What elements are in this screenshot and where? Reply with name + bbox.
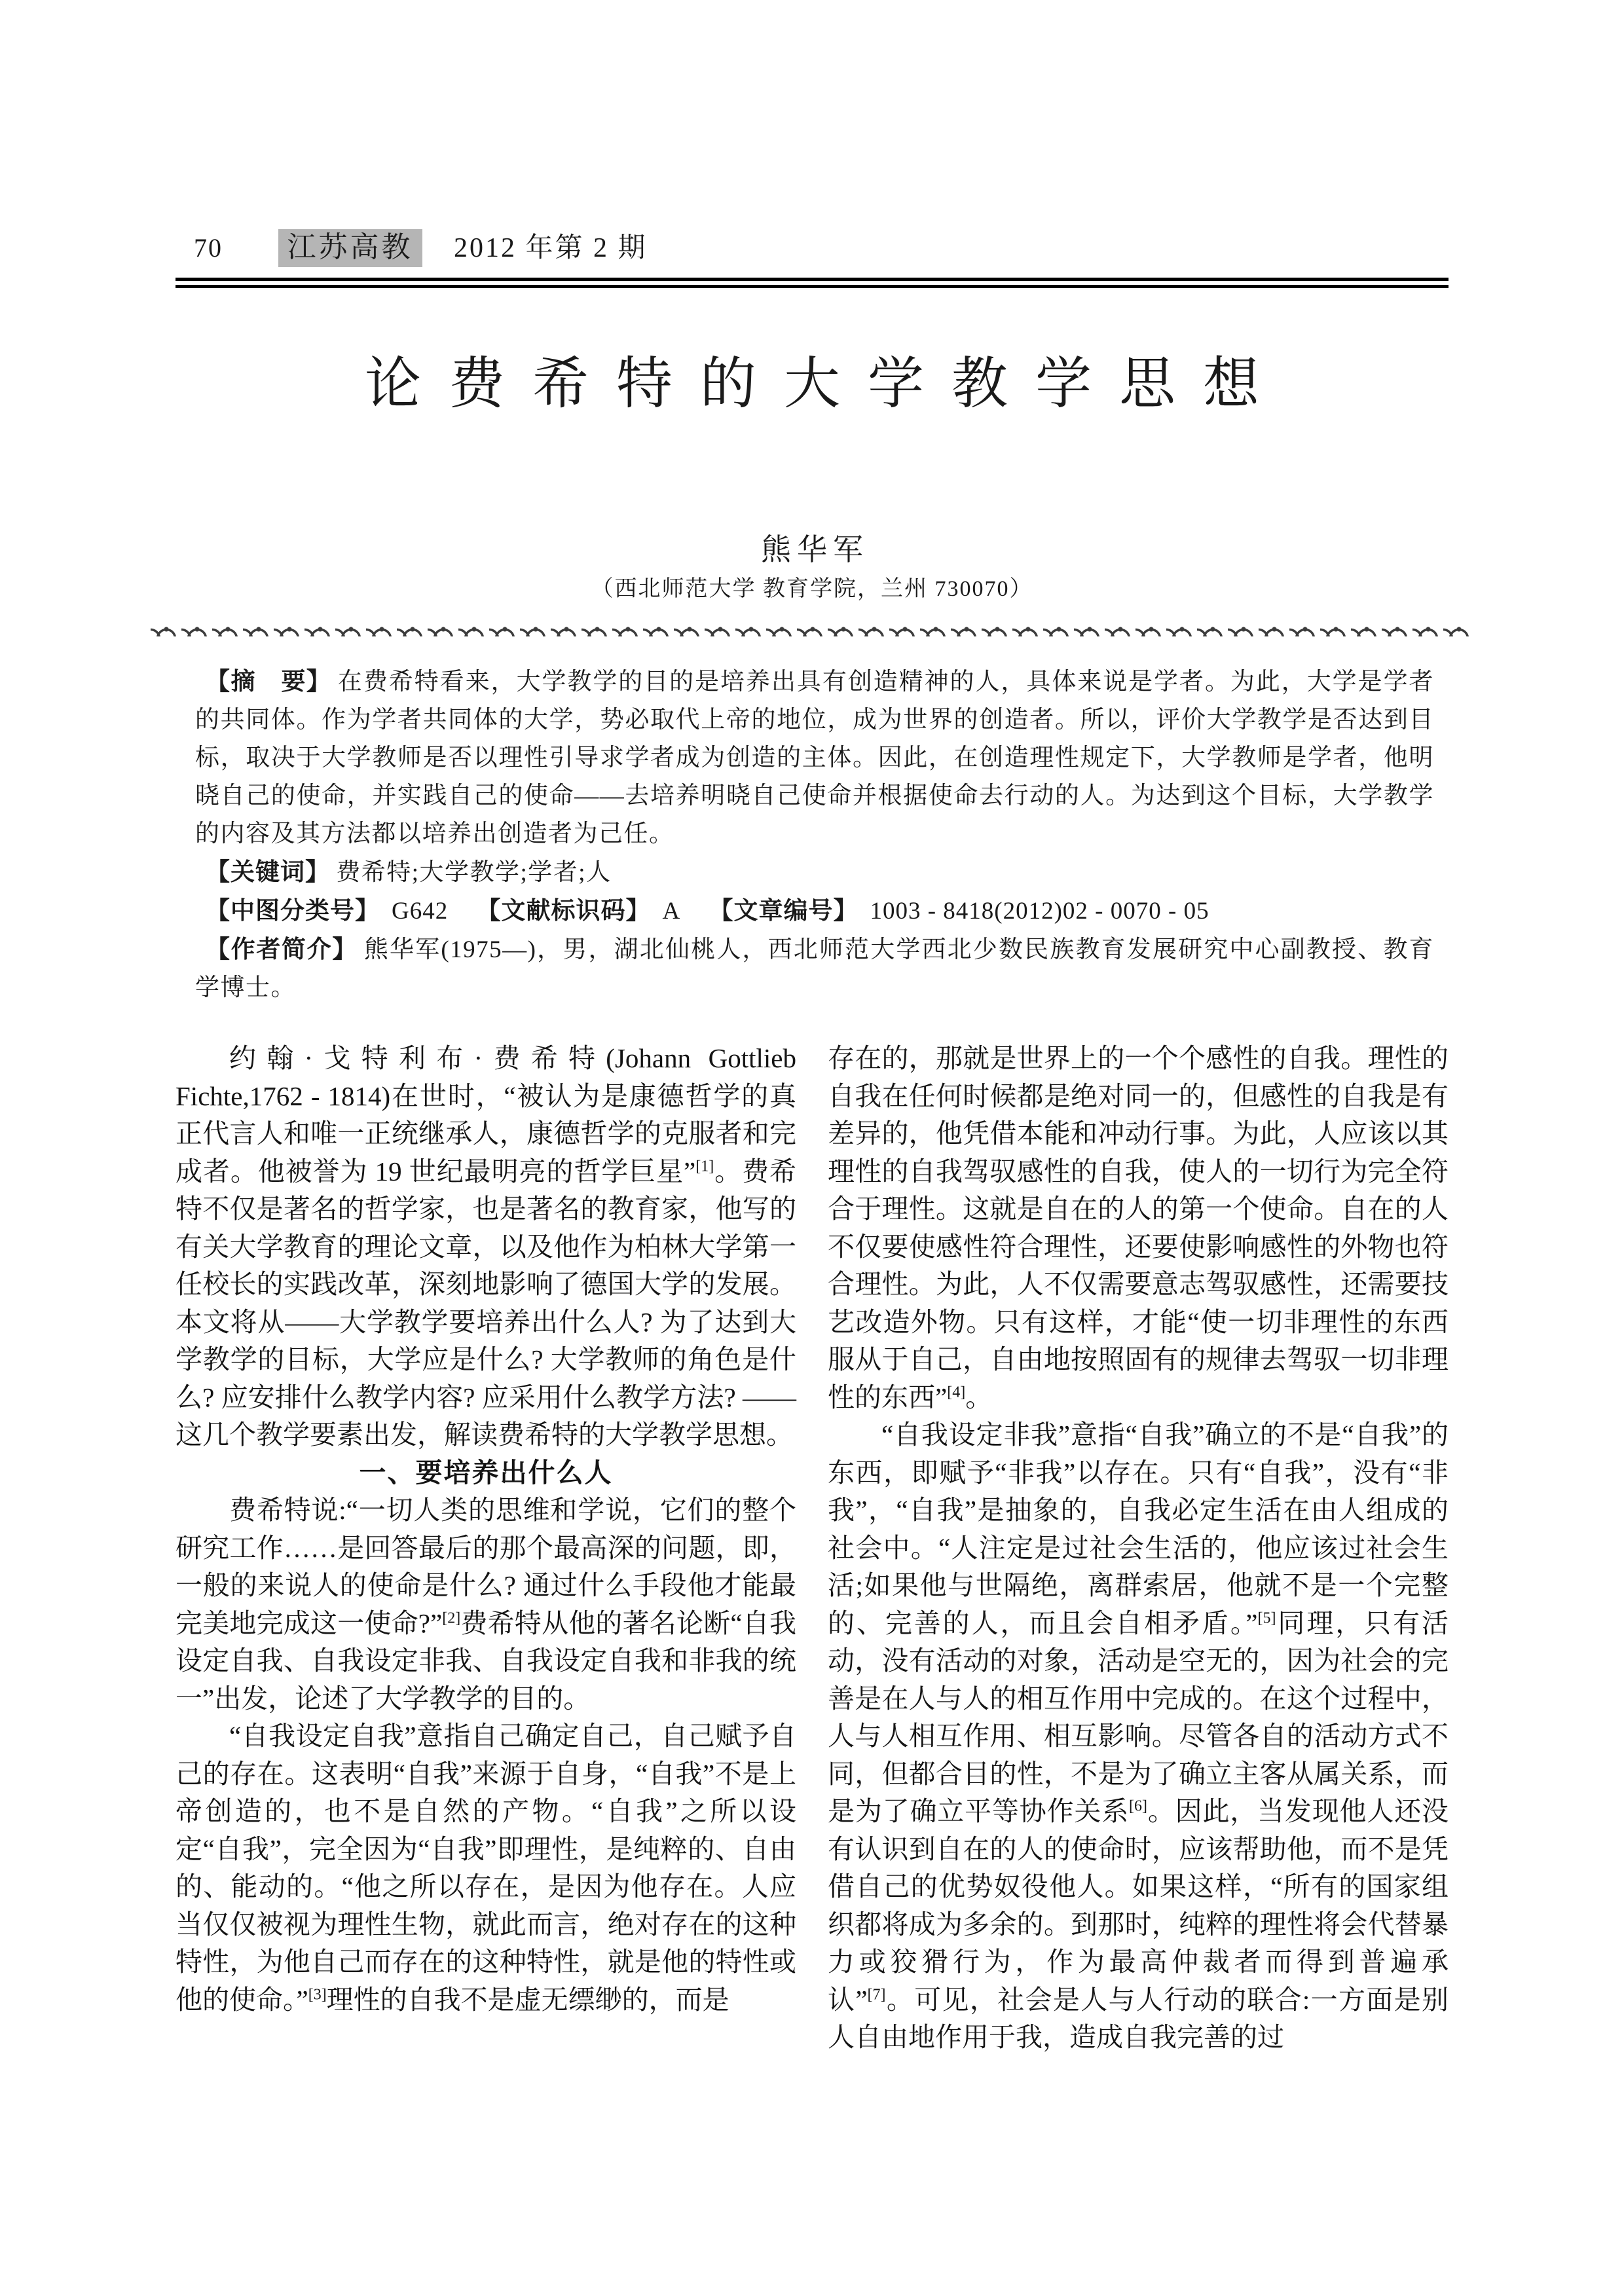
clc-label: 【中图分类号】 [206,897,380,924]
body-paragraph: “自我设定自我”意指自己确定自己，自己赋予自己的存在。这表明“自我”来源于自身，“自我”不是上帝创造的，也不是自然的产物。“自我”之所以设定“自我”，完全因为“自我”即理性，是纯粹的、自由的、能动的。“他之所以存在，是因为他存在。人应当仅仅被视为理性生物，就此而言，绝对存在的这种特性，为他自己而存在的这种特性，就是他的特性或他的使命。”[3]理性的自我不是虚无缥缈的，而是 [175,1721,796,2015]
right-column [828,1040,1449,2057]
body-paragraph: 存在的，那就是世界上的一个个感性的自我。理性的自我在任何时候都是绝对同一的，但感性的自我是有差异的，他凭借本能和冲动行事。为此，人应该以其理性的自我驾驭感性的自我，使人的一切行为完全符合于理性。这就是自在的人的第一个使命。自在的人不仅要使感性符合理性，还要使影响感性的外物也符合理性。为此，人不仅需要意志驾驭感性，还需要技艺改造外物。只有这样，才能“使一切非理性的东西服从于自己，自由地按照固有的规律去驾驭一切非理性的东西”[4]。 [828,1043,1449,1412]
article-no-label: 【文章编号】 [709,897,858,924]
body-paragraph: 费希特说:“一切人类的思维和学说，它们的整个研究工作……是回答最后的那个最高深的问题，即，一般的来说人的使命是什么? 通过什么手段他才能最完美地完成这一使命?”[2]费希特从他的著名论断“自我设定自我、自我设定非我、自我设定自我和非我的统一”出发，论述了大学教学的目的。 [175,1495,796,1714]
doc-code-label: 【文献标识码】 [476,897,651,924]
running-head [175,0,1449,267]
left-column [175,1040,796,2057]
journal-name: 江苏高教 [278,229,422,267]
front-matter [175,663,1449,1007]
author-affiliation: （西北师范大学 教育学院，兰州 730070） [591,577,1033,601]
author-bio-line [195,930,1434,1007]
abstract-text: 在费希特看来，大学教学的目的是培养出具有创造精神的人，具体来说是学者。为此，大学是学者的共同体。作为学者共同体的大学，势必取代上帝的地位，成为世界的创造者。所以，评价大学教学是否达到目标，取决于大学教师是否以理性引导求学者成为创造的主体。因此，在创造理性规定下，大学教师是学者，他明晓自己的使命，并实践自己的使命——去培养明晓自己使命并根据使命去行动的人。为达到这个目标，大学教学的内容及其方法都以培养出创造者为己任。 [195,669,1435,847]
doc-code-pair [476,898,680,925]
double-rule-divider [175,278,1449,288]
section-heading: 一、要培养出什么人 [359,1457,613,1488]
author-name: 熊华军 [761,533,869,566]
article-no-value: 1003 - 8418(2012)02 - 0070 - 05 [870,898,1209,925]
author-bio-text: 熊华军(1975—)，男，湖北仙桃人，西北师范大学西北少数民族教育发展研究中心副教授、教育学博士。 [195,936,1435,1001]
article-no-pair [709,898,1209,925]
article-body [175,1040,1449,2057]
article-title: 论费希特的大学教学思想 [365,352,1287,415]
keywords-label: 【关键词】 [206,858,330,885]
abstract-label: 【摘 要】 [206,668,332,695]
issue-info: 2012 年第 2 期 [454,233,648,263]
clc-pair [206,898,448,925]
doc-code-value: A [662,898,681,925]
body-paragraph: “自我设定非我”意指“自我”确立的不是“自我”的东西，即赋予“非我”以存在。只有“自我”，没有“非我”，“自我”是抽象的，自我必定生活在由人组成的社会中。“人注定是过社会生活的，他应该过社会生活;如果他与世隔绝，离群索居，他就不是一个完整的、完善的人，而且会自相矛盾。”[5]同理，只有活动，没有活动的对象，活动是空无的，因为社会的完善是在人与人的相互作用中完成的。在这个过程中，人与人相互作用、相互影响。尽管各自的活动方式不同，但都合目的性，不是为了确立主客从属关系，而是为了确立平等协作关系[6]。因此，当发现他人还没有认识到自在的人的使命时，应该帮助他，而不是凭借自己的优势奴役他人。如果这样，“所有的国家组织都将成为多余的。到那时，纯粹的理性将会代替暴力或狡猾行为，作为最高仲裁者而得到普遍承认”[7]。可见，社会是人与人行动的联合:一方面是别人自由地作用于我，造成自我完善的过 [828,1420,1449,2052]
classification-line [195,892,1434,930]
keywords-line [195,853,1434,892]
clc-value: G642 [392,898,449,925]
keywords-text: 费希特;大学教学;学者;人 [336,859,612,886]
author-bio-label: 【作者简介】 [206,936,358,963]
abstract-block [195,663,1434,853]
body-paragraph: 约翰·戈特利布·费希特(Johann Gottlieb Fichte,1762 - 1814)在世时，“被认为是康德哲学的真正代言人和唯一正统继承人，康德哲学的克服者和完成者。他被誉为 19 世纪最明亮的哲学巨星”[1]。费希特不仅是著名的哲学家，也是著名的教育家，他写的有关大学教育的理论文章，以及他作为柏林大学第一任校长的实践改革，深刻地影响了德国大学的发展。本文将从——大学教学要培养出什么人? 为了达到大学教学的目标，大学应是什么? 大学教师的角色是什么? 应安排什么教学内容? 应采用什么教学方法? ——这几个教学要素出发，解读费希特的大学教学思想。 [175,1043,797,1450]
page-number: 70 [194,233,223,263]
decorative-wave-divider [151,618,1473,636]
